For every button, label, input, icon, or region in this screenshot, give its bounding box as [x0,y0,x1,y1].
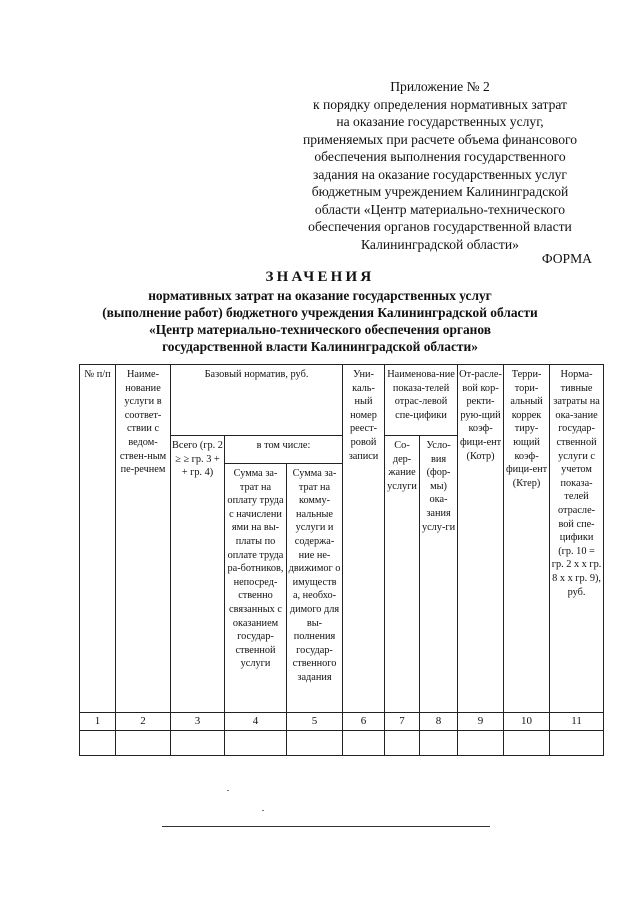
title-subtitle [60,287,580,355]
header-col-9: От-расле-вой кор-ректи-рую-щий коэф-фици-ент (Котр) [458,365,504,713]
appendix-line: на оказание государственных услуг, [336,114,544,129]
table-cell[interactable] [171,731,225,756]
subtitle-line: (выполнение работ) бюджетного учреждения Калининградской области [102,305,538,320]
column-number: 5 [287,713,343,731]
document-title [60,268,580,355]
appendix-line: применяемых при расчете объема финансового [302,131,578,147]
column-number: 6 [343,713,385,731]
header-col-1: № п/п [80,365,116,713]
table-cell[interactable] [343,731,385,756]
column-number: 8 [420,713,458,731]
appendix-line: области «Центр материально-технического [314,201,566,217]
appendix-line: бюджетным учреждением Калининградской [311,184,569,199]
appendix-line: Калининградской области» [361,236,519,252]
header-col-11: Норма-тивные затраты на ока-зание государ-ственной услуги с учетом показа-телей отрасле-вой спе-цифики (гр. 10 = гр. 2 х х гр. 8 х х гр. 9), руб. [550,365,604,713]
subtitle-line: государственной власти Калининградской области» [162,339,478,354]
table-cell[interactable] [550,731,604,756]
column-number: 7 [385,713,420,731]
header-base-group: Базовый норматив, руб. [171,365,343,436]
appendix-line: к порядку определения нормативных затрат [312,96,567,112]
header-col-10: Терри-тори-альный коррек тиру-ющий коэф-фици-ент (Ктер) [504,365,550,713]
norms-table [79,364,604,756]
table-cell[interactable] [80,731,116,756]
header-col-2: Наиме-нование услуги в соответ-ствии с ведом-ствен-ным пе-речнем [116,365,171,713]
table-row [80,731,604,756]
appendix-header [270,78,610,253]
subtitle-line: «Центр материально-технического обеспечения органов [149,322,491,337]
scan-speck [262,810,264,811]
scan-speck [227,790,229,791]
header-col-5: Сумма за-трат на комму-нальные услуги и содержа-ние не-движимог о имуществ а, необхо-димого для вы-полнения государ-ственного задания [287,464,343,713]
column-number: 2 [116,713,171,731]
table-cell[interactable] [385,731,420,756]
header-col-6: Уни-каль-ный номер реест-ровой записи [343,365,385,713]
table-cell[interactable] [420,731,458,756]
appendix-line: Приложение № 2 [390,79,490,94]
table-cell[interactable] [116,731,171,756]
column-numbers-row [80,713,604,731]
table-cell[interactable] [225,731,287,756]
bottom-rule [162,826,490,827]
appendix-line: обеспечения выполнения государственного [314,149,566,164]
header-name-group: Наименова-ние показа-телей отрас-левой спе-цифики [385,365,458,436]
header-incl: в том числе: [225,436,343,464]
subtitle-line: нормативных затрат на оказание государственных услуг [148,288,492,303]
column-number: 1 [80,713,116,731]
table-cell[interactable] [504,731,550,756]
column-number: 10 [504,713,550,731]
form-label: ФОРМА [541,251,592,266]
title-main: ЗНАЧЕНИЯ [265,269,375,285]
column-number: 9 [458,713,504,731]
header-col-7: Со-дер-жание услуги [385,436,420,713]
header-col-8: Усло-вия (фор-мы) ока-зания услу-ги [420,436,458,713]
column-number: 3 [171,713,225,731]
appendix-line: задания на оказание государственных услуг [313,166,567,182]
header-col-4: Сумма за-трат на оплату труда с начислени ями на вы-платы по оплате труда ра-ботников, непосред-ственно связанных с оказанием государ-ственной услуги [225,464,287,713]
table-cell[interactable] [458,731,504,756]
appendix-line: обеспечения органов государственной власти [308,219,572,234]
header-col-3: Всего (гр. 2 ≥ ≥ гр. 3 + + гр. 4) [171,436,225,713]
column-number: 4 [225,713,287,731]
table-cell[interactable] [287,731,343,756]
column-number: 11 [550,713,604,731]
